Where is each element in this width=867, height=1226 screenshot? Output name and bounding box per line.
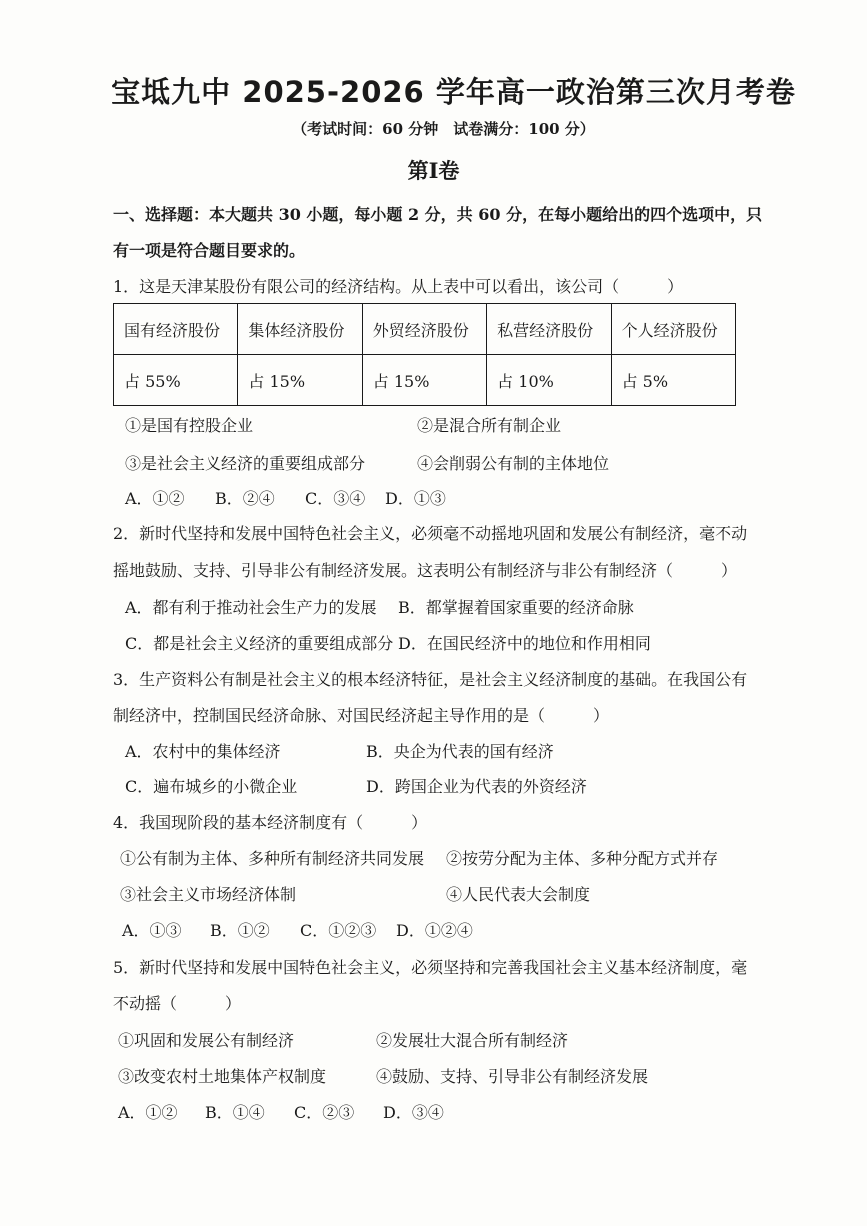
table-cell: 占 15% bbox=[238, 355, 362, 406]
instructions-line-1: 一、选择题：本大题共 30 小题，每小题 2 分，共 60 分，在每小题给出的四个选项中，只 bbox=[113, 205, 763, 224]
q4-item-1: ①公有制为主体、多种所有制经济共同发展 bbox=[120, 849, 425, 868]
table-header-cell: 私营经济股份 bbox=[487, 304, 611, 355]
q1-choice-c[interactable]: C．③④ bbox=[305, 489, 366, 508]
table-header-cell: 国有经济股份 bbox=[114, 304, 238, 355]
q3-choice-b[interactable]: B．央企为代表的国有经济 bbox=[366, 742, 554, 761]
q2-choice-d[interactable]: D．在国民经济中的地位和作用相同 bbox=[398, 634, 651, 653]
q3-choice-a[interactable]: A．农村中的集体经济 bbox=[125, 742, 281, 761]
table-header-cell: 集体经济股份 bbox=[238, 304, 362, 355]
q5-choice-a[interactable]: A．①② bbox=[118, 1103, 178, 1122]
q4-item-4: ④人民代表大会制度 bbox=[446, 885, 591, 904]
table-cell: 占 10% bbox=[487, 355, 611, 406]
instructions-line-2: 有一项是符合题目要求的。 bbox=[113, 241, 306, 260]
q4-item-2: ②按劳分配为主体、多种分配方式并存 bbox=[446, 849, 719, 868]
table-header-cell: 个人经济股份 bbox=[611, 304, 735, 355]
q4-choice-d[interactable]: D．①②④ bbox=[396, 921, 473, 940]
q3-choice-d[interactable]: D．跨国企业为代表的外资经济 bbox=[366, 777, 587, 796]
q2-choice-a[interactable]: A．都有利于推动社会生产力的发展 bbox=[125, 598, 377, 617]
q1-stem: 1．这是天津某股份有限公司的经济结构。从上表中可以看出，该公司（ ） bbox=[113, 277, 684, 296]
exam-title: 宝坻九中 2025-2026 学年高一政治第三次月考卷 bbox=[111, 75, 796, 109]
q5-item-2: ②发展壮大混合所有制经济 bbox=[376, 1031, 569, 1050]
q1-choice-d[interactable]: D．①③ bbox=[385, 489, 446, 508]
q4-choice-a[interactable]: A．①③ bbox=[122, 921, 182, 940]
part-title: 第I卷 bbox=[407, 158, 460, 183]
exam-subtitle: （考试时间：60 分钟 试卷满分：100 分） bbox=[292, 120, 595, 138]
q1-item-4: ④会削弱公有制的主体地位 bbox=[417, 454, 610, 473]
q5-choice-d[interactable]: D．③④ bbox=[383, 1103, 444, 1122]
q1-item-1: ①是国有控股企业 bbox=[125, 416, 254, 435]
q1-choice-a[interactable]: A．①② bbox=[125, 489, 185, 508]
q5-choice-c[interactable]: C．②③ bbox=[294, 1103, 355, 1122]
q3-stem-line-2: 制经济中，控制国民经济命脉、对国民经济起主导作用的是（ ） bbox=[113, 706, 610, 725]
table-header-row bbox=[114, 304, 736, 355]
q5-item-4: ④鼓励、支持、引导非公有制经济发展 bbox=[376, 1067, 649, 1086]
q4-choice-b[interactable]: B．①② bbox=[210, 921, 270, 940]
q5-item-1: ①巩固和发展公有制经济 bbox=[118, 1031, 295, 1050]
q5-stem-line-1: 5．新时代坚持和发展中国特色社会主义，必须坚持和完善我国社会主义基本经济制度，毫 bbox=[113, 958, 748, 977]
table-cell: 占 15% bbox=[362, 355, 486, 406]
table-header-cell: 外贸经济股份 bbox=[362, 304, 486, 355]
table-cell: 占 5% bbox=[611, 355, 735, 406]
q4-choice-c[interactable]: C．①②③ bbox=[300, 921, 377, 940]
table-cell: 占 55% bbox=[114, 355, 238, 406]
ownership-table bbox=[113, 303, 736, 406]
q3-choice-c[interactable]: C．遍布城乡的小微企业 bbox=[125, 777, 298, 796]
q4-stem: 4．我国现阶段的基本经济制度有（ ） bbox=[113, 813, 428, 832]
q2-choice-c[interactable]: C．都是社会主义经济的重要组成部分 bbox=[125, 634, 394, 653]
q2-choice-b[interactable]: B．都掌握着国家重要的经济命脉 bbox=[398, 598, 634, 617]
q1-item-2: ②是混合所有制企业 bbox=[417, 416, 562, 435]
q5-item-3: ③改变农村土地集体产权制度 bbox=[118, 1067, 327, 1086]
q3-stem-line-1: 3．生产资料公有制是社会主义的根本经济特征，是社会主义经济制度的基础。在我国公有 bbox=[113, 670, 748, 689]
q5-stem-line-2: 不动摇（ ） bbox=[113, 994, 242, 1013]
q2-stem-line-2: 摇地鼓励、支持、引导非公有制经济发展。这表明公有制经济与非公有制经济（ ） bbox=[113, 561, 738, 580]
q2-stem-line-1: 2．新时代坚持和发展中国特色社会主义，必须毫不动摇地巩固和发展公有制经济，毫不动 bbox=[113, 524, 748, 543]
q1-item-3: ③是社会主义经济的重要组成部分 bbox=[125, 454, 366, 473]
table-row bbox=[114, 355, 736, 406]
q4-item-3: ③社会主义市场经济体制 bbox=[120, 885, 297, 904]
q1-choice-b[interactable]: B．②④ bbox=[215, 489, 275, 508]
q5-choice-b[interactable]: B．①④ bbox=[205, 1103, 265, 1122]
